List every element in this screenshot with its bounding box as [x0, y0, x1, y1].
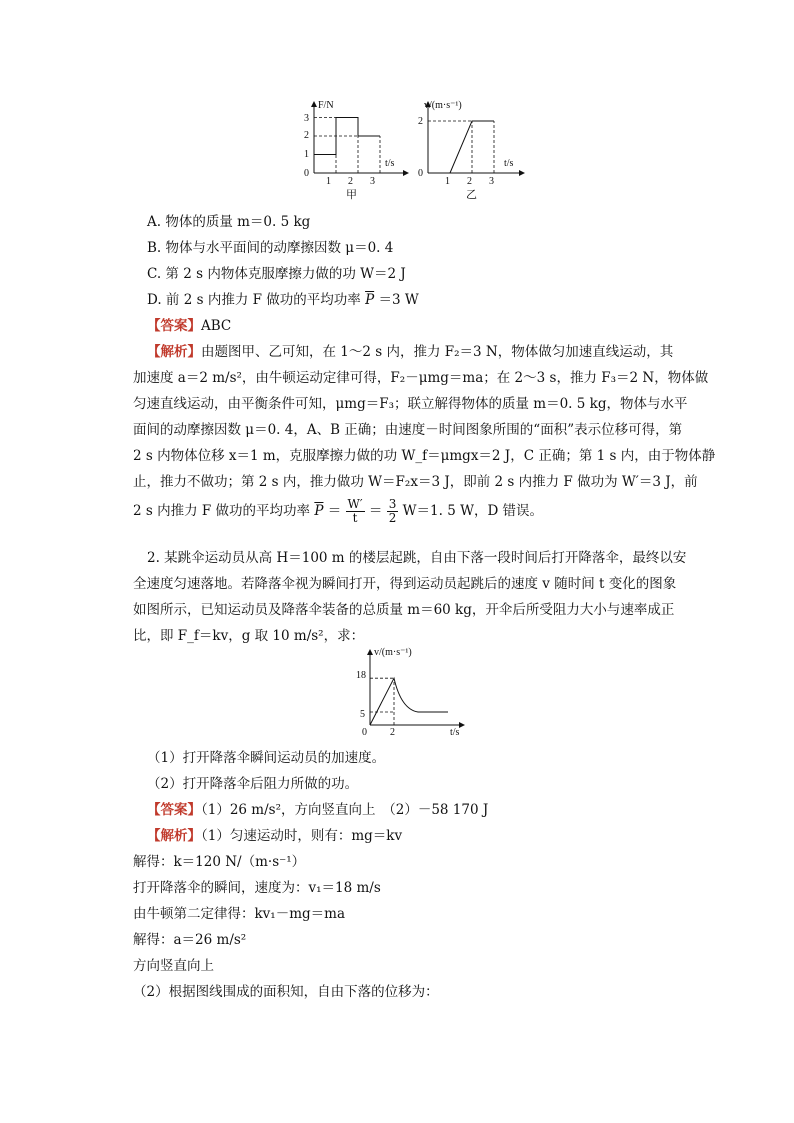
chart-jia — [290, 96, 415, 186]
analysis-line: 加速度 a＝2 m/s²，由牛顿运动定律可得，F₂－μmg＝ma；在 2～3 s，推力 F₃＝2 N，物体做 — [133, 370, 709, 386]
answer-text: ABC — [201, 318, 232, 334]
y-tick-label: 1 — [304, 149, 309, 160]
chart-yi — [412, 96, 537, 186]
answer-line — [147, 316, 231, 336]
option-c: C. 第 2 s 内物体克服摩擦力做的功 W＝2 J — [147, 266, 406, 282]
question-2-text: 2. 某跳伞运动员从高 H＝100 m 的楼层起跳，自由下落一段时间后打开降落伞，最终以安 — [147, 550, 687, 566]
y-tick-label: 18 — [356, 670, 366, 681]
sub-question-2: （2）打开降落伞后阻力所做的功。 — [147, 776, 359, 792]
analysis-line: 2 s 内物体位移 x＝1 m，克服摩擦力做的功 W_f＝μmgx＝2 J，C 正确；第 1 s 内，由于物体静 — [133, 448, 716, 464]
y-axis-label: v/(m·s⁻¹) — [424, 100, 462, 111]
numerator: W′ — [347, 497, 363, 511]
analysis-line: 由牛顿第二定律得：kv₁－mg＝ma — [133, 906, 346, 922]
y-tick-label: 0 — [362, 727, 367, 737]
denominator: t — [352, 511, 358, 525]
y-tick-label: 2 — [418, 116, 423, 127]
question-2-text: 比，即 F_f＝kv，g 取 10 m/s²，求： — [133, 628, 365, 644]
series-line — [370, 678, 448, 725]
x-tick-label: 2 — [348, 176, 353, 186]
x-axis-label: t/s — [504, 158, 514, 169]
y-tick-label: 3 — [304, 113, 309, 124]
option-d-value: ＝3 W — [378, 292, 419, 308]
figure-caption: 甲 — [346, 188, 357, 201]
figure-jia — [290, 96, 415, 201]
y-axis-label: F/N — [318, 100, 334, 111]
analysis-line: 匀速直线运动，由平衡条件可知，μmg＝F₃；联立解得物体的质量 m＝0. 5 kg，物体与水平 — [133, 396, 688, 412]
answer-text: （1）26 m/s²，方向竖直向上 （2）－58 170 J — [201, 802, 489, 818]
analysis-text: 2 s 内推力 F 做功的平均功率 — [133, 503, 311, 519]
analysis-text: W＝1. 5 W，D 错误。 — [402, 503, 544, 519]
answer-line — [147, 800, 488, 820]
x-axis-label: t/s — [450, 727, 460, 737]
answer-tag: 【答案】 — [147, 802, 201, 818]
analysis-text: 由题图甲、乙可知，在 1～2 s 内，推力 F₂＝3 N，物体做匀加速直线运动，其 — [201, 344, 674, 360]
equals: ＝ — [327, 503, 342, 519]
chart-q2 — [350, 645, 470, 737]
y-tick-label: 0 — [418, 168, 423, 179]
analysis-line — [147, 342, 673, 362]
avg-power-symbol: $\overline{P}$ — [365, 292, 375, 308]
analysis-tag: 【解析】 — [147, 828, 201, 844]
analysis-line: 解得：k＝120 N/（m·s⁻¹） — [133, 854, 306, 870]
analysis-line: （2）根据图线围成的面积知，自由下落的位移为： — [133, 984, 439, 1000]
x-axis-label: t/s — [385, 158, 395, 169]
analysis-tag: 【解析】 — [147, 344, 201, 360]
x-tick-label: 2 — [467, 176, 472, 186]
option-b: B. 物体与水平面间的动摩擦因数 μ＝0. 4 — [147, 240, 394, 256]
y-tick-label: 5 — [360, 709, 365, 720]
data-series — [370, 678, 448, 725]
x-tick-label: 2 — [390, 727, 395, 737]
analysis-line — [147, 826, 402, 846]
option-a: A. 物体的质量 m＝0. 5 kg — [147, 214, 311, 230]
answer-tag: 【答案】 — [147, 318, 201, 334]
figure-caption: 乙 — [466, 188, 477, 201]
analysis-line: 打开降落伞的瞬间，速度为：v₁＝18 m/s — [133, 880, 381, 896]
x-tick-label: 3 — [489, 176, 494, 186]
analysis-line — [133, 496, 543, 526]
numerator: 3 — [388, 497, 397, 511]
analysis-line: 方向竖直向上 — [133, 958, 214, 974]
option-d — [147, 290, 419, 310]
analysis-line: 面间的动摩擦因数 μ＝0. 4，A、B 正确；由速度－时间图象所围的“面积”表示位移可得，第 — [133, 422, 683, 438]
sub-question-1: （1）打开降落伞瞬间运动员的加速度。 — [147, 750, 386, 766]
analysis-text: （1）匀速运动时，则有：mg＝kv — [201, 828, 403, 844]
analysis-line: 解得：a＝26 m/s² — [133, 932, 247, 948]
figure-yi — [412, 96, 537, 201]
fraction — [387, 498, 399, 525]
analysis-line: 止，推力不做功；第 2 s 内，推力做功 W＝F₂x＝3 J，即前 2 s 内推力 F 做功为 W′＝3 J，前 — [133, 474, 698, 490]
x-tick-label: 3 — [370, 176, 375, 186]
x-tick-label: 1 — [326, 176, 331, 186]
option-d-text: D. 前 2 s 内推力 F 做功的平均功率 — [147, 292, 361, 308]
question-2-text: 全速度匀速落地。若降落伞视为瞬间打开，得到运动员起跳后的速度 v 随时间 t 变化的图象 — [133, 576, 677, 592]
figure-q2 — [350, 645, 470, 737]
avg-power-symbol: $\overline{P}$ — [314, 503, 324, 519]
fraction — [346, 498, 365, 525]
data-series — [428, 121, 494, 173]
y-tick-label: 0 — [304, 168, 309, 179]
question-2-text: 如图所示，已知运动员及降落伞装备的总质量 m＝60 kg，开伞后所受阻力大小与速率成正 — [133, 602, 675, 618]
x-tick-label: 1 — [445, 176, 450, 186]
y-axis-label: v/(m·s⁻¹) — [374, 647, 412, 658]
y-tick-label: 2 — [304, 130, 309, 141]
data-series — [314, 118, 380, 174]
denominator: 2 — [388, 511, 397, 525]
equals: ＝ — [368, 503, 383, 519]
